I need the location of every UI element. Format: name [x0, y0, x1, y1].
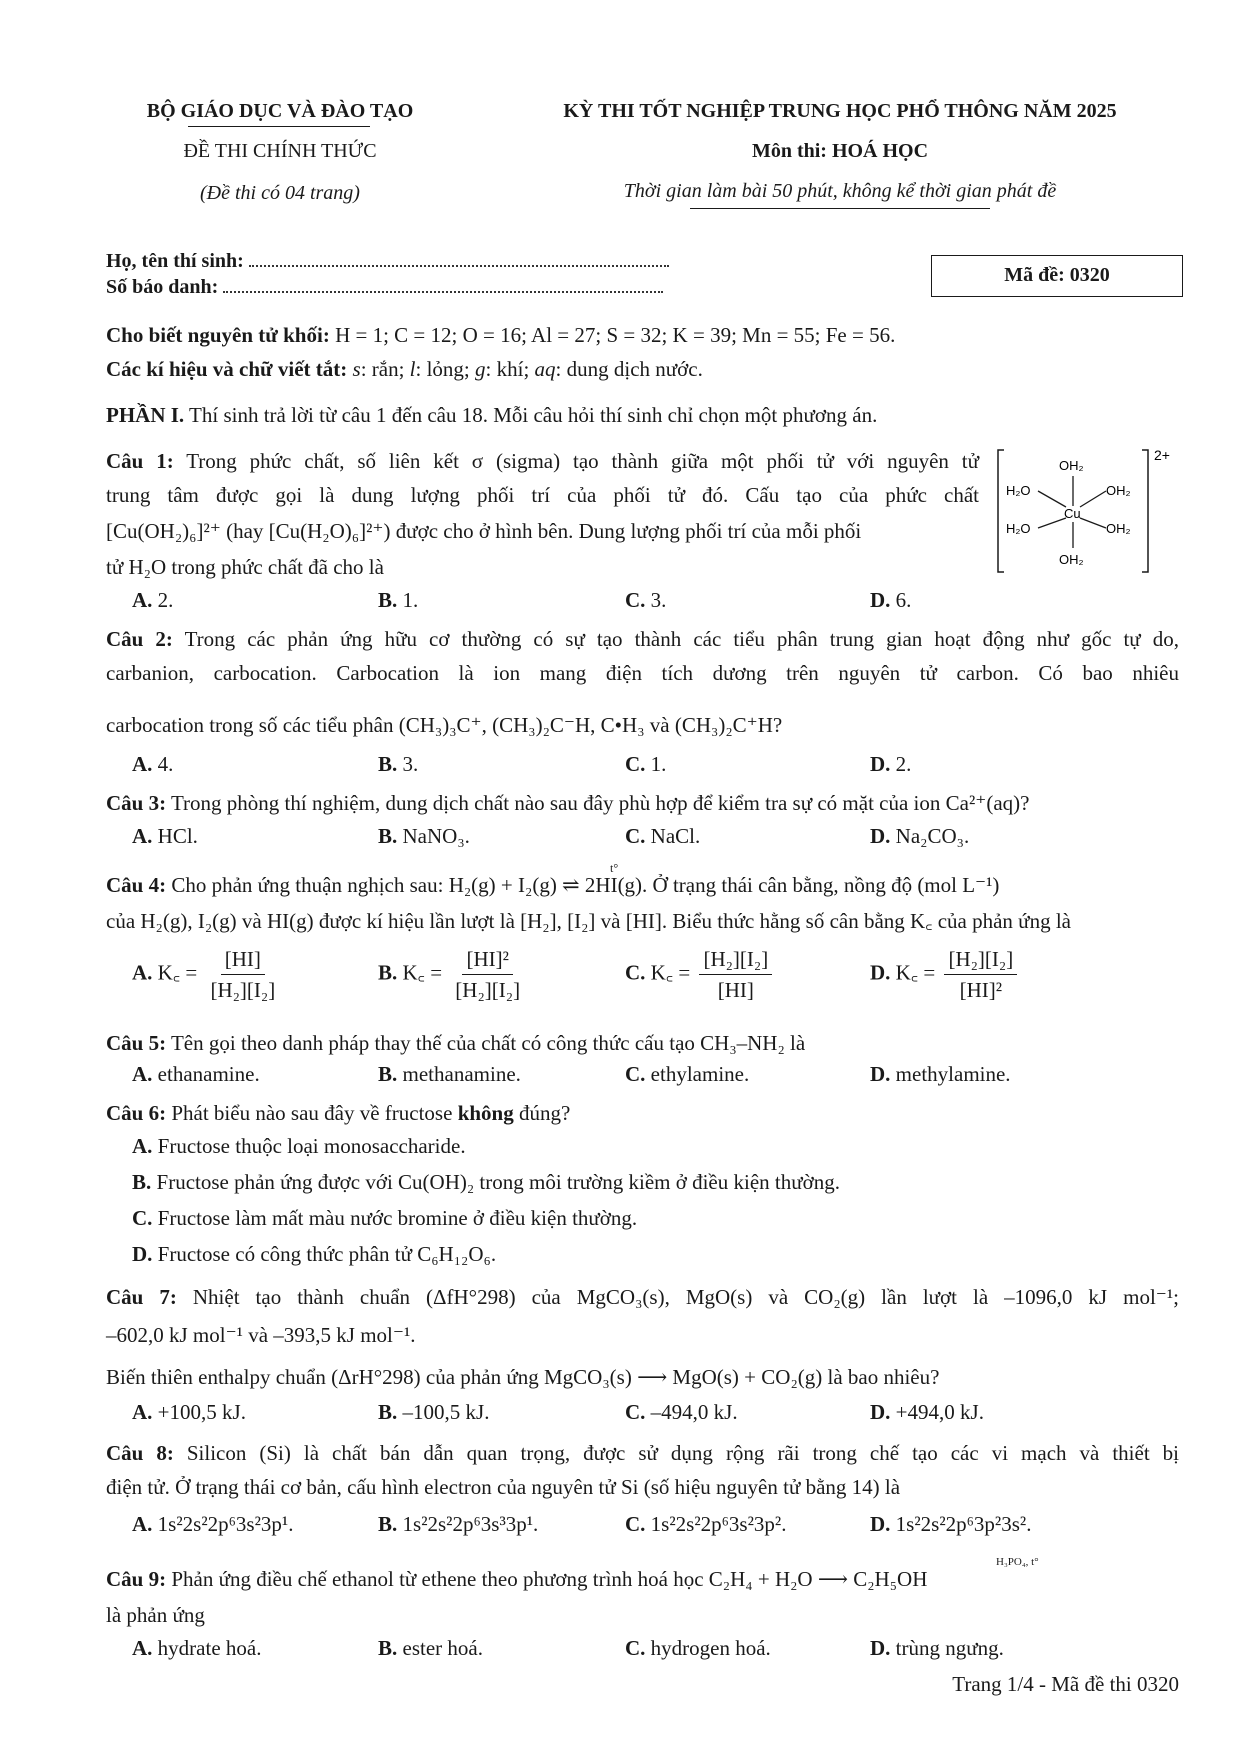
candidate-name-blank[interactable] — [249, 265, 669, 267]
atomic-masses-values: H = 1; C = 12; O = 16; Al = 27; S = 32; K = 39; Mn = 55; Fe = 56. — [335, 323, 896, 347]
q1-option-b[interactable]: B. 1. — [378, 588, 419, 612]
q4-option-b[interactable] — [378, 946, 528, 1003]
ministry-name: BỘ GIÁO DỤC VÀ ĐÀO TẠO — [146, 100, 414, 122]
figure-right-bracket — [1142, 450, 1148, 572]
option-letter: C. — [625, 1636, 646, 1660]
q3-text-1: Trong phòng thí nghiệm, dung dịch chất nào sau đây phù hợp để kiểm tra sự có mặt của ion Ca²⁺(aq)? — [170, 791, 1030, 815]
option-letter: A. — [132, 1636, 153, 1660]
q4-text-1: Cho phản ứng thuận nghịch sau: H₂(g) + I₂(g) ⇌ 2HI(g). Ở trạng thái cân bằng, nồng độ (mol L⁻¹) — [171, 873, 1000, 897]
q8-text-2: điện tử. Ở trạng thái cơ bản, cấu hình electron của nguyên tử Si (số hiệu nguyên tử bằng 14) là — [106, 1475, 901, 1499]
q8-option-c[interactable]: C. 1s²2s²2p⁶3s²3p². — [625, 1512, 787, 1536]
q4-b-numerator: [HI]² — [462, 946, 512, 975]
complex-charge: 2+ — [1154, 447, 1170, 463]
abbr-g-text: : khí; — [485, 357, 535, 381]
q4-option-a-letter: A. — [132, 960, 153, 985]
q9-option-c[interactable]: C. hydrogen hoá. — [625, 1636, 771, 1660]
q2-option-d[interactable]: D. 2. — [870, 752, 912, 776]
q4-option-d-kc: K꜀ = — [895, 960, 936, 985]
part1-instructions — [106, 398, 1179, 432]
option-letter: C. — [625, 1062, 646, 1086]
q5-text-1: Tên gọi theo danh pháp thay thế của chất có công thức cấu tạo CH₃–NH₂ là — [170, 1031, 806, 1055]
option-letter: D. — [870, 1636, 891, 1660]
ligand-left-up: H₂O — [1006, 483, 1031, 498]
q4-c-numerator: [H₂][I₂] — [699, 946, 772, 975]
q9-option-a[interactable]: A. hydrate hoá. — [132, 1636, 262, 1660]
q8-option-d[interactable]: D. 1s²2s²2p⁶3p²3s². — [870, 1512, 1032, 1536]
q1-text-2: trung tâm được gọi là dung lượng phối trí của phối tử đó. Cấu tạo của phức chất — [106, 483, 979, 507]
q6-option-d[interactable]: D. Fructose có công thức phân tử C₆H₁₂O₆. — [132, 1242, 497, 1266]
option-letter: D. — [870, 1400, 891, 1424]
q4-option-d-letter: D. — [870, 960, 891, 985]
abbr-aq: aq — [534, 357, 556, 381]
q9-option-d[interactable]: D. trùng ngưng. — [870, 1636, 1004, 1660]
option-letter: D. — [132, 1242, 153, 1266]
candidate-name-row — [106, 250, 669, 273]
option-letter: A. — [132, 824, 153, 848]
exam-subject: Môn thi: HOÁ HỌC — [751, 140, 929, 162]
q8-text-1: Silicon (Si) là chất bán dẫn quan trọng, được sử dụng rộng rãi trong chế tạo các vi mạch và thiết bị — [186, 1441, 1180, 1465]
q3-line-1 — [106, 786, 1179, 820]
option-letter: C. — [625, 1400, 646, 1424]
q4-d-numerator: [H₂][I₂] — [944, 946, 1017, 975]
option-letter: B. — [378, 752, 398, 776]
bond-right-up — [1080, 491, 1106, 507]
q8-line-1 — [106, 1436, 1179, 1470]
q7-text-3: Biến thiên enthalpy chuẩn (ΔrH°298) của phản ứng MgCO₃(s) ⟶ MgO(s) + CO₂(g) là bao nhiêu? — [106, 1365, 940, 1389]
q4-option-b-kc: K꜀ = — [402, 960, 443, 985]
q1-text-1: Trong phức chất, số liên kết σ (sigma) tạo thành giữa một phối tử với nguyên tử — [186, 449, 980, 473]
q6-label: Câu 6: — [106, 1101, 167, 1125]
figure-left-bracket — [998, 450, 1004, 572]
q6-text-negation: không — [457, 1101, 514, 1125]
q4-a-denominator: [H₂][I₂] — [210, 978, 276, 1002]
bond-left-up — [1038, 491, 1066, 507]
option-letter: A. — [132, 1134, 153, 1158]
option-letter: C. — [625, 824, 646, 848]
q7-line-1 — [106, 1280, 1179, 1314]
q2-option-b[interactable]: B. 3. — [378, 752, 419, 776]
q6-text-a: Phát biểu nào sau đây về fructose — [171, 1101, 453, 1125]
ligand-right-down: OH₂ — [1106, 521, 1131, 536]
q9-label: Câu 9: — [106, 1567, 167, 1591]
q5-line-1 — [106, 1026, 1179, 1060]
q2-line-1 — [106, 622, 1179, 656]
q4-option-b-letter: B. — [378, 960, 398, 985]
q2-option-a[interactable]: A. 4. — [132, 752, 174, 776]
q4-option-a-kc: K꜀ = — [157, 960, 198, 985]
q4-arrow-condition: t° — [610, 861, 619, 875]
ligand-right-up: OH₂ — [1106, 483, 1131, 498]
ligand-bottom: OH₂ — [1059, 552, 1084, 567]
q7-text-1: Nhiệt tạo thành chuẩn (ΔfH°298) của MgCO₃(s), MgO(s) và CO₂(g) lần lượt là –1096,0 kJ mol⁻¹; — [192, 1285, 1179, 1309]
option-letter: D. — [870, 752, 891, 776]
option-letter: B. — [378, 1512, 398, 1536]
q4-option-d[interactable] — [870, 946, 1021, 1003]
option-letter: A. — [132, 1400, 153, 1424]
option-letter: D. — [870, 1512, 891, 1536]
q4-option-a-fraction — [206, 946, 279, 1003]
q3-option-d[interactable]: D. Na₂CO₃. — [870, 824, 970, 848]
q6-text-c: đúng? — [518, 1101, 571, 1125]
candidate-id-row — [106, 276, 663, 299]
candidate-id-label: Số báo danh: — [106, 276, 219, 298]
q4-option-c-fraction — [699, 946, 772, 1003]
q7-label: Câu 7: — [106, 1285, 177, 1309]
q2-text-3: carbocation trong số các tiểu phân (CH₃)₃C⁺, (CH₃)₂C⁻H, C•H₃ và (CH₃)₂C⁺H? — [106, 713, 783, 737]
atomic-masses-label: Cho biết nguyên tử khối: — [106, 323, 330, 347]
q4-text-2: của H₂(g), I₂(g) và HI(g) được kí hiệu lần lượt là [H₂], [I₂] và [HI]. Biểu thức hằng số cân bằng K꜀ của phản ứng là — [106, 909, 1071, 933]
abbr-l: l — [409, 357, 416, 381]
ministry-underline — [188, 126, 370, 127]
option-letter: D. — [870, 1062, 891, 1086]
q1-line-4 — [106, 550, 979, 584]
page-count: (Đề thi có 04 trang) — [200, 182, 360, 204]
option-letter: A. — [132, 588, 153, 612]
q1-option-d[interactable]: D. 6. — [870, 588, 912, 612]
q7-option-d[interactable]: D. +494,0 kJ. — [870, 1400, 984, 1424]
q3-option-a[interactable]: A. HCl. — [132, 824, 198, 848]
option-letter: B. — [378, 1400, 398, 1424]
q4-option-c-letter: C. — [625, 960, 646, 985]
atomic-masses — [106, 318, 1179, 352]
q4-option-a[interactable] — [132, 946, 283, 1003]
q7-line-2 — [106, 1318, 1179, 1352]
q8-option-a[interactable]: A. 1s²2s²2p⁶3s²3p¹. — [132, 1512, 294, 1536]
q8-option-b[interactable]: B. 1s²2s²2p⁶3s³3p¹. — [378, 1512, 539, 1536]
q2-label: Câu 2: — [106, 627, 173, 651]
official-label: ĐỀ THI CHÍNH THỨC — [183, 140, 377, 162]
candidate-name-label: Họ, tên thí sinh: — [106, 250, 244, 272]
q1-line-3 — [106, 514, 979, 548]
q2-text-1: Trong các phản ứng hữu cơ thường có sự tạo thành các tiểu phân trung gian hoạt động như gốc tự do, — [184, 627, 1179, 651]
q4-b-denominator: [H₂][I₂] — [455, 978, 521, 1002]
bond-right-down — [1080, 518, 1106, 528]
q9-text-1: Phản ứng điều chế ethanol từ ethene theo phương trình hoá học C₂H₄ + H₂O ⟶ C₂H₅OH — [171, 1567, 928, 1591]
part1-label: PHẦN I. — [106, 403, 185, 427]
option-letter: B. — [378, 1636, 398, 1660]
option-letter: B. — [378, 588, 398, 612]
option-letter: A. — [132, 752, 153, 776]
option-letter: C. — [132, 1206, 153, 1230]
q4-line-2 — [106, 904, 1179, 938]
q5-option-d[interactable]: D. methylamine. — [870, 1062, 1011, 1086]
q7-option-c[interactable]: C. –494,0 kJ. — [625, 1400, 738, 1424]
abbreviations-label: Các kí hiệu và chữ viết tắt: — [106, 357, 348, 381]
q5-label: Câu 5: — [106, 1031, 167, 1055]
q1-label: Câu 1: — [106, 449, 174, 473]
abbreviations — [106, 352, 1179, 386]
q4-label: Câu 4: — [106, 873, 167, 897]
q3-label: Câu 3: — [106, 791, 167, 815]
q1-line-1 — [106, 444, 979, 478]
q4-line-1 — [106, 868, 1179, 902]
time-underline — [690, 208, 990, 209]
option-letter: A. — [132, 1512, 153, 1536]
q5-option-c[interactable]: C. ethylamine. — [625, 1062, 750, 1086]
part1-text: Thí sinh trả lời từ câu 1 đến câu 18. Mỗi câu hỏi thí sinh chỉ chọn một phương án. — [189, 403, 878, 427]
option-letter: D. — [870, 588, 891, 612]
q4-option-c[interactable] — [625, 946, 776, 1003]
q6-option-c[interactable]: C. Fructose làm mất màu nước bromine ở điều kiện thường. — [132, 1206, 638, 1230]
q4-option-d-fraction — [944, 946, 1017, 1003]
abbr-s-text: : rắn; — [360, 357, 410, 381]
q6-option-a[interactable]: A. Fructose thuộc loại monosaccharide. — [132, 1134, 466, 1158]
q1-text-4: tử H₂O trong phức chất đã cho là — [106, 555, 384, 579]
exam-title: KỲ THI TỐT NGHIỆP TRUNG HỌC PHỔ THÔNG NĂM 2025 — [563, 100, 1117, 122]
metal-center: Cu — [1064, 506, 1081, 521]
q1-text-3: [Cu(OH₂)₆]²⁺ (hay [Cu(H₂O)₆]²⁺) được cho ở hình bên. Dung lượng phối trí của mỗi phối — [106, 519, 862, 543]
q7-option-b[interactable]: B. –100,5 kJ. — [378, 1400, 490, 1424]
exam-time: Thời gian làm bài 50 phút, không kể thời gian phát đề — [623, 180, 1057, 202]
candidate-id-blank[interactable] — [223, 291, 663, 293]
q7-text-2: –602,0 kJ mol⁻¹ và –393,5 kJ mol⁻¹. — [106, 1323, 416, 1347]
copper-complex-figure — [996, 444, 1186, 579]
q3-option-c[interactable]: C. NaCl. — [625, 824, 701, 848]
option-letter: B. — [132, 1170, 152, 1194]
q4-c-denominator: [HI] — [717, 978, 754, 1002]
q1-option-a[interactable]: A. 2. — [132, 588, 174, 612]
q9-option-b[interactable]: B. ester hoá. — [378, 1636, 483, 1660]
option-letter: C. — [625, 588, 646, 612]
q6-option-b[interactable]: B. Fructose phản ứng được với Cu(OH)₂ trong môi trường kiềm ở điều kiện thường. — [132, 1170, 840, 1194]
option-letter: C. — [625, 1512, 646, 1536]
q2-text-2: carbanion, carbocation. Carbocation là ion mang điện tích dương trên nguyên tử carbon. Có bao nhiêu — [106, 661, 1179, 685]
q8-line-2 — [106, 1470, 1179, 1504]
ligand-top: OH₂ — [1059, 458, 1084, 473]
q2-option-c[interactable]: C. 1. — [625, 752, 667, 776]
q5-option-a[interactable]: A. ethanamine. — [132, 1062, 260, 1086]
q5-option-b[interactable]: B. methanamine. — [378, 1062, 521, 1086]
q4-option-b-fraction — [451, 946, 524, 1003]
q4-d-denominator: [HI]² — [959, 978, 1003, 1002]
q9-line-2 — [106, 1598, 1179, 1632]
abbr-g: g — [475, 357, 486, 381]
q2-line-3 — [106, 708, 1179, 742]
ligand-left-down: H₂O — [1006, 521, 1031, 536]
bond-left-down — [1038, 518, 1066, 528]
q8-label: Câu 8: — [106, 1441, 174, 1465]
q6-line-1 — [106, 1096, 1179, 1130]
q2-line-2 — [106, 656, 1179, 690]
q9-arrow-condition: H₃PO₄, t° — [996, 1556, 1039, 1568]
q1-option-c[interactable]: C. 3. — [625, 588, 667, 612]
q4-option-c-kc: K꜀ = — [650, 960, 691, 985]
q9-text-2: là phản ứng — [106, 1603, 205, 1627]
option-letter: D. — [870, 824, 891, 848]
abbr-s: s — [352, 357, 361, 381]
option-letter: B. — [378, 1062, 398, 1086]
option-letter: A. — [132, 1062, 153, 1086]
q7-option-a[interactable]: A. +100,5 kJ. — [132, 1400, 246, 1424]
abbr-aq-text: : dung dịch nước. — [555, 357, 703, 381]
page-footer: Trang 1/4 - Mã đề thi 0320 — [952, 1672, 1179, 1696]
q1-line-2 — [106, 478, 979, 512]
q3-option-b[interactable]: B. NaNO₃. — [378, 824, 470, 848]
q4-a-numerator: [HI] — [221, 946, 265, 975]
option-letter: B. — [378, 824, 398, 848]
exam-code: Mã đề: 0320 — [1004, 264, 1110, 286]
option-letter: C. — [625, 752, 646, 776]
q7-line-3 — [106, 1360, 1179, 1394]
abbr-l-text: : lỏng; — [415, 357, 476, 381]
